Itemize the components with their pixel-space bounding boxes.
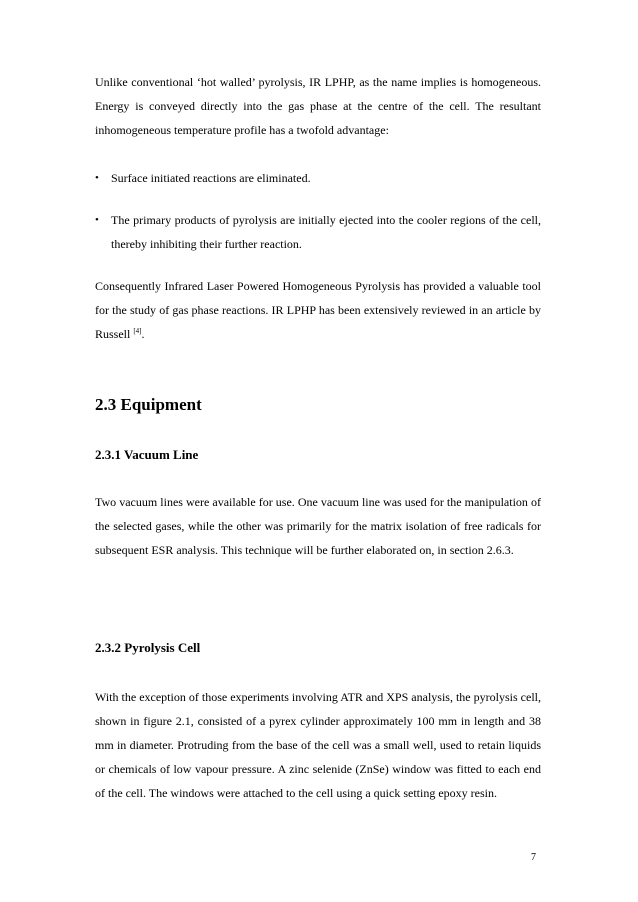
bullet-item	[95, 166, 541, 190]
section-heading-equipment: 2.3 Equipment	[95, 395, 202, 414]
bullet-symbol: •	[95, 214, 99, 226]
consequently-text: Consequently Infrared Laser Powered Homogeneous Pyrolysis has provided a valuable tool for the study of gas phase reactions. IR LPHP has been extensively reviewed in an article by Russell	[95, 279, 541, 341]
bullet-item	[95, 208, 541, 256]
bullet-symbol: •	[95, 172, 99, 184]
pyrolysis-cell-paragraph: With the exception of those experiments involving ATR and XPS analysis, the pyrolysis cell, shown in figure 2.1, consisted of a pyrex cylinder approximately 100 mm in length and 38 mm in diameter. Protruding from the base of the cell was a small well, used to retain liquids or chemicals of low vapour pressure. A zinc selenide (ZnSe) window was fitted to each end of the cell. The windows were attached to the cell using a quick setting epoxy resin.	[95, 690, 541, 800]
consequently-end: .	[141, 327, 145, 341]
bullet-text: The primary products of pyrolysis are initially ejected into the cooler regions of the cell, thereby inhibiting their further reaction.	[111, 213, 541, 251]
bullet-text: Surface initiated reactions are eliminated.	[111, 171, 311, 185]
vacuum-line-paragraph: Two vacuum lines were available for use. One vacuum line was used for the manipulation of the selected gases, while the other was primarily for the matrix isolation of free radicals for subsequent ESR analysis. This technique will be further elaborated on, in section 2.6.3.	[95, 495, 541, 557]
intro-paragraph: Unlike conventional ‘hot walled’ pyrolysis, IR LPHP, as the name implies is homogeneous. Energy is conveyed directly into the gas phase at the centre of the cell. The resultant inhomogeneous temperature profile has a twofold advantage:	[95, 75, 541, 137]
page-number: 7	[531, 852, 536, 863]
subsection-heading-vacuum-line: 2.3.1 Vacuum Line	[95, 447, 199, 462]
subsection-heading-pyrolysis-cell: 2.3.2 Pyrolysis Cell	[95, 640, 201, 655]
consequently-paragraph	[95, 274, 541, 346]
citation-reference: [4]	[133, 327, 142, 335]
